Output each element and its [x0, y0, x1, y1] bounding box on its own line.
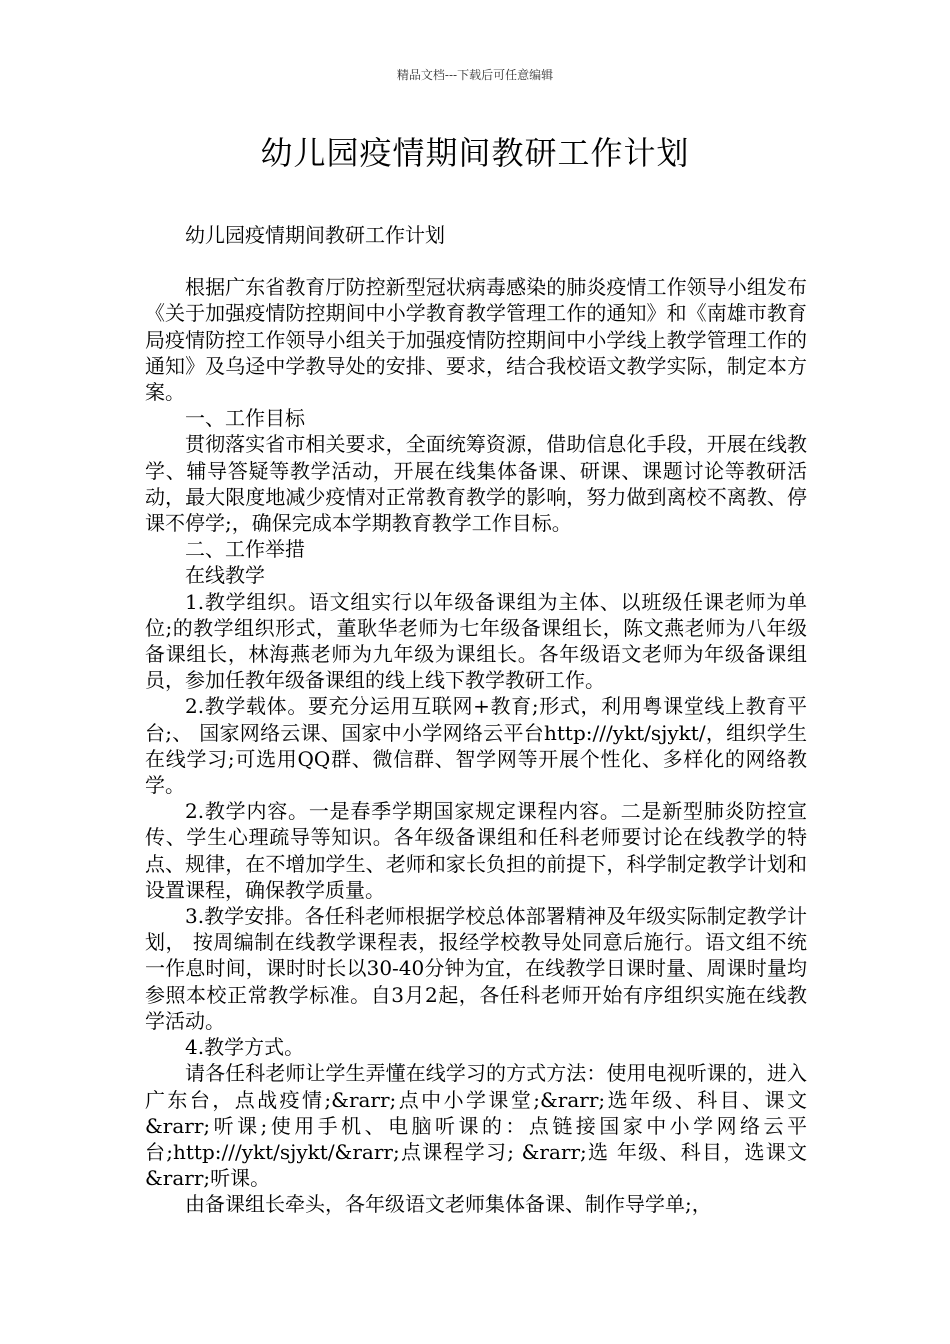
document-title: 幼儿园疫情期间教研工作计划 [260, 134, 690, 172]
paragraph-organization: 1.教学组织。语文组实行以年级备课组为主体、以班级任课老师为单位;的教学组织形式，董耿华老师为七年级备课组长，陈文燕老师为八年级备课组长，林海燕老师为九年级为课组长。各年级语文老师为年级备课组员，参加任教年级备课组的线上线下教学教研工作。 [145, 589, 807, 693]
paragraph-goals: 贯彻落实省市相关要求，全面统筹资源，借助信息化手段，开展在线教学、辅导答疑等教学活动，开展在线集体备课、研课、课题讨论等教研活动，最大限度地减少疫情对正常教育教学的影响，努力做到离校不离教、停课不停学;，确保完成本学期教育教学工作目标。 [145, 432, 807, 536]
section-heading-measures: 二、工作举措 [185, 537, 305, 562]
paragraph-carrier: 2.教学载体。要充分运用互联网+教育;形式，利用粤课堂线上教育平台;、 国家网络云课、国家中小学网络云平台http:///ykt/sjykt/，组织学生在线学习;可选用QQ群、微信群、智学网等开展个性化、多样化的网络教学。 [145, 694, 807, 798]
header-note: 精品文档---下载后可任意编辑 [396, 68, 554, 82]
paragraph-arrangement: 3.教学安排。各任科老师根据学校总体部署精神及年级实际制定教学计划， 按周编制在线教学课程表，报经学校教导处同意后施行。语文组不统一作息时间，课时时长以30-40分钟为宜，在线教学日课时量、周课时量均参照本校正常教学标准。自3月2起，各任科老师开始有序组织实施在线教学活动。 [145, 904, 807, 1033]
subtitle: 幼儿园疫情期间教研工作计划 [185, 223, 445, 247]
paragraph-content: 2.教学内容。一是春季学期国家规定课程内容。二是新型肺炎防控宣传、学生心理疏导等知识。各年级备课组和任科老师要讨论在线教学的特点、规律，在不增加学生、老师和家长负担的前提下，科学制定教学计划和设置课程，确保教学质量。 [145, 799, 807, 902]
paragraph-intro: 根据广东省教育厅防控新型冠状病毒感染的肺炎疫情工作领导小组发布《关于加强疫情防控期间中小学教育教学管理工作的通知》和《南雄市教育局疫情防控工作领导小组关于加强疫情防控期间中小学线上教学管理工作的通知》及乌迳中学教导处的安排、要求，结合我校语文教学实际，制定本方案。 [145, 275, 807, 405]
paragraph-method-heading: 4.教学方式。 [185, 1035, 305, 1060]
section-heading-goals: 一、工作目标 [185, 406, 305, 431]
document-body [145, 222, 807, 1218]
paragraph-method: 请各任科老师让学生弄懂在线学习的方式方法：使用电视听课的，进入广东台，点战疫情;&rarr;点中小学课堂;&rarr;选年级、科目、课文&rarr;听课;使用手机、电脑听课的：点链接国家中小学网络云平台;http:///ykt/sjykt/&rarr;点课程学习; &rarr;选 年级、科目，选课文&rarr;听课。 [145, 1061, 807, 1191]
paragraph-lesson-prep: 由备课组长牵头，各年级语文老师集体备课、制作导学单;， [185, 1192, 712, 1217]
subsection-heading-online: 在线教学 [185, 563, 265, 588]
